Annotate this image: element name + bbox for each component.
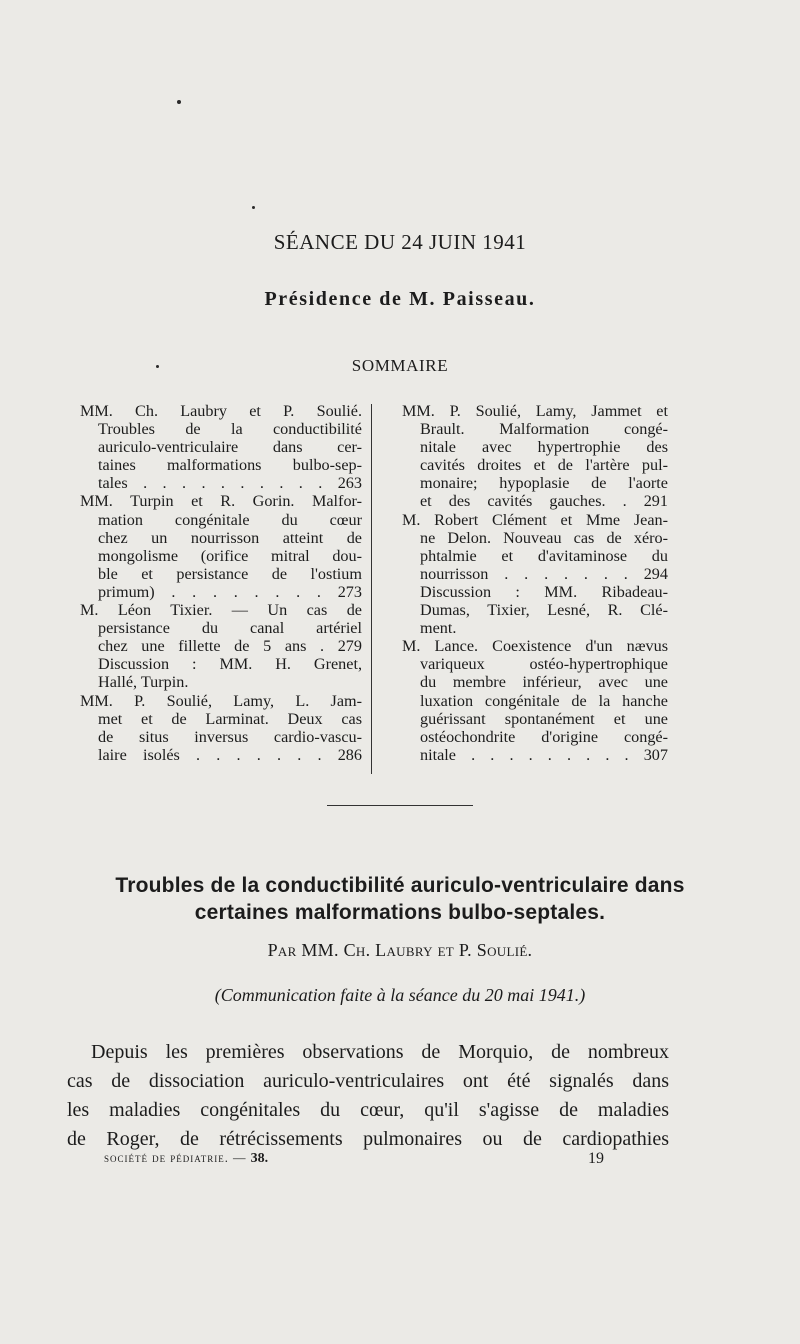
- summary-entry-line: ble et persistance de l'ostium: [98, 564, 362, 583]
- summary-entry-line: monaire; hypoplasie de l'aorte: [420, 474, 668, 493]
- article-title-line-2: certaines malformations bulbo-septales.: [194, 901, 606, 924]
- summary-entry-line: taines malformations bulbo-sep-: [98, 456, 362, 475]
- summary-entry-line: Hallé, Turpin.: [98, 673, 189, 692]
- summary-entry-line: nitale . . . . . . . . . 307: [420, 745, 668, 764]
- summary-entry-line: nourrisson . . . . . . . 294: [420, 564, 668, 583]
- journal-name: société de pédiatrie. —: [104, 1151, 251, 1165]
- summary-entry-line: chez un nourrisson atteint de: [98, 528, 362, 547]
- summary-entry-line: guérissant spontanément et une: [420, 709, 668, 728]
- summary-entry-line: MM. Turpin et R. Gorin. Malfor-: [80, 492, 362, 511]
- summary-entry-line: MM. P. Soulié, Lamy, L. Jam-: [80, 691, 362, 710]
- summary-entry-line: ment.: [420, 619, 457, 638]
- summary-left-column: [80, 402, 362, 764]
- summary-entry-line: M. Robert Clément et Mme Jean-: [402, 510, 668, 529]
- article-title-line-1: Troubles de la conductibilité auriculo-ventriculaire dans: [115, 874, 685, 897]
- summary-entry-line: nitale avec hypertrophie des: [420, 438, 668, 457]
- summary-entry-line: mongolisme (orifice mitral dou-: [98, 546, 362, 565]
- summary-entry-line: Discussion : MM. Ribadeau-: [420, 582, 668, 601]
- summary-entry-line: phtalmie et d'avitaminose du: [420, 546, 668, 565]
- section-divider: [327, 805, 473, 806]
- communication-note: (Communication faite à la séance du 20 mai 1941.): [214, 985, 586, 1005]
- body-line: cas de dissociation auriculo-ventriculaires ont été signalés dans: [67, 1070, 669, 1092]
- summary-entry-line: Discussion : MM. H. Grenet,: [98, 655, 362, 674]
- summary-entry-line: cavités droites et de l'artère pul-: [420, 456, 668, 475]
- running-footer: [104, 1151, 268, 1167]
- summary-entry-line: ostéochondrite d'origine congé-: [420, 727, 668, 746]
- summary-entry-line: mation congénitale du cœur: [98, 510, 362, 529]
- article-title: [0, 872, 800, 926]
- page-number: 19: [588, 1150, 604, 1167]
- summary-right-column: [402, 402, 668, 764]
- body-line: de Roger, de rétrécissements pulmonaires ou de cardiopathies: [67, 1128, 669, 1150]
- summary-entry-line: de situs inversus cardio-vascu-: [98, 727, 362, 746]
- volume-number: 38.: [250, 1151, 269, 1166]
- summary-entry-line: chez une fillette de 5 ans . 279: [98, 637, 362, 656]
- summary-entry-line: et des cavités gauches. . 291: [420, 492, 668, 511]
- presidency-line: Présidence de M. Paisseau.: [264, 288, 536, 310]
- summary-entry-line: met et de Larminat. Deux cas: [98, 709, 362, 728]
- summary-entry-line: MM. P. Soulié, Lamy, Jammet et: [402, 402, 668, 420]
- summary-entry-line: laire isolés . . . . . . . 286: [98, 745, 362, 764]
- summary-entry-line: du membre inférieur, avec une: [420, 673, 668, 692]
- article-body: [67, 1038, 669, 1154]
- summary-entry-line: Dumas, Tixier, Lesné, R. Clé-: [420, 601, 668, 620]
- ink-speck: [177, 100, 181, 104]
- summary-entry-line: MM. Ch. Laubry et P. Soulié.: [80, 402, 362, 420]
- summary-entry-line: variqueux ostéo-hypertrophique: [420, 655, 668, 674]
- body-line: les maladies congénitales du cœur, qu'il s'agisse de maladies: [67, 1099, 669, 1121]
- body-line: Depuis les premières observations de Morquio, de nombreux: [91, 1041, 669, 1063]
- summary-entry-line: ne Delon. Nouveau cas de xéro-: [420, 528, 668, 547]
- summary-entry-line: Troubles de la conductibilité: [98, 420, 362, 439]
- summary-entry-line: persistance du canal artériel: [98, 619, 362, 638]
- summary-entry-line: primum) . . . . . . . . 273: [98, 582, 362, 601]
- summary-entry-line: Brault. Malformation congé-: [420, 420, 668, 439]
- summary-entry-line: M. Léon Tixier. — Un cas de: [80, 601, 362, 620]
- summary-entry-line: tales . . . . . . . . . . 263: [98, 474, 362, 493]
- session-heading: SÉANCE DU 24 JUIN 1941: [273, 230, 527, 254]
- summary-entry-line: M. Lance. Coexistence d'un nævus: [402, 637, 668, 656]
- summary-entry-line: luxation congénitale de la hanche: [420, 691, 668, 710]
- summary-heading: SOMMAIRE: [351, 356, 449, 375]
- article-byline: Par MM. Ch. Laubry et P. Soulié.: [267, 940, 533, 960]
- column-divider: [371, 404, 372, 774]
- ink-speck: [252, 206, 255, 209]
- summary-entry-line: auriculo-ventriculaire dans cer-: [98, 438, 362, 457]
